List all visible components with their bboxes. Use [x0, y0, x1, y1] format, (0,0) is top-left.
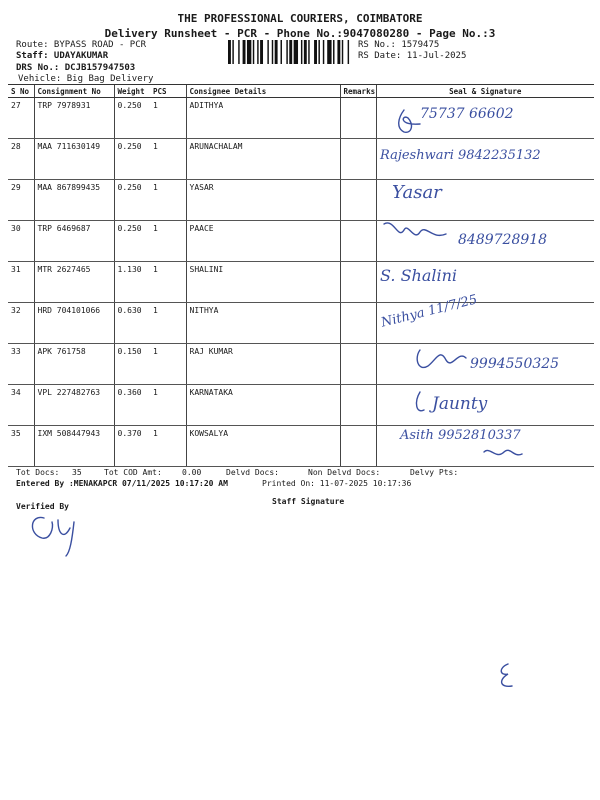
- delvd-docs-label: Delvd Docs:: [226, 468, 279, 477]
- staff-signature-label: Staff Signature: [272, 497, 345, 506]
- tot-docs-label: Tot Docs:: [16, 468, 60, 477]
- cell-consignment: MAA 867899435: [34, 180, 114, 221]
- col-sno: S No: [8, 85, 34, 98]
- col-remarks: Remarks: [340, 85, 376, 98]
- scribble-initial: [417, 392, 424, 411]
- cell-consignee: YASAR: [186, 180, 340, 221]
- handwritten-signature: Asith 9952810337: [400, 428, 521, 443]
- cell-sno: 28: [8, 139, 34, 180]
- cell-weight: 1.130: [114, 262, 150, 303]
- cell-pcs: 1: [150, 344, 186, 385]
- handwritten-signature: Rajeshwari 9842235132: [380, 148, 541, 163]
- scribble-mark: [501, 664, 512, 686]
- cell-pcs: 1: [150, 303, 186, 344]
- handwritten-signature: Nithya 11/7/25: [379, 292, 479, 331]
- cell-pcs: 1: [150, 221, 186, 262]
- verified-by-label: Verified By: [16, 502, 69, 511]
- handwritten-signature: Yasar: [392, 182, 442, 203]
- cell-sno: 33: [8, 344, 34, 385]
- cell-consignee: PAACE: [186, 221, 340, 262]
- cell-consignee: ADITHYA: [186, 98, 340, 139]
- scribble-initial: [417, 350, 466, 367]
- cell-consignment: APK 761758: [34, 344, 114, 385]
- cell-consignment: TRP 6469687: [34, 221, 114, 262]
- cell-pcs: 1: [150, 426, 186, 467]
- cell-consignee: SHALINI: [186, 262, 340, 303]
- printed-on: Printed On: 11-07-2025 10:17:36: [262, 479, 412, 488]
- col-consignee: Consignee Details: [186, 85, 340, 98]
- cell-consignment: MAA 711630149: [34, 139, 114, 180]
- handwritten-signature: 75737 66602: [420, 106, 514, 122]
- handwritten-signature: Jaunty: [432, 394, 488, 414]
- cell-sno: 29: [8, 180, 34, 221]
- col-consignment: Consignment No: [34, 85, 114, 98]
- cell-weight: 0.250: [114, 98, 150, 139]
- cell-weight: 0.370: [114, 426, 150, 467]
- cell-consignment: VPL 227482763: [34, 385, 114, 426]
- company-title: THE PROFESSIONAL COURIERS, COIMBATORE: [177, 12, 423, 25]
- scribble-initial: [399, 110, 420, 132]
- cell-sno: 30: [8, 221, 34, 262]
- cell-sno: 31: [8, 262, 34, 303]
- rs-date: RS Date: 11-Jul-2025: [358, 51, 467, 61]
- cell-weight: 0.250: [114, 139, 150, 180]
- entered-by: Entered By :MENAKAPCR 07/11/2025 10:17:20 AM: [16, 479, 228, 488]
- cell-weight: 0.150: [114, 344, 150, 385]
- scribble-verified: [32, 517, 74, 556]
- cell-pcs: 1: [150, 385, 186, 426]
- cell-sno: 32: [8, 303, 34, 344]
- rs-number: RS No.: 1579475: [358, 40, 440, 50]
- non-delvd-docs-label: Non Delvd Docs:: [308, 468, 381, 477]
- cell-pcs: 1: [150, 139, 186, 180]
- tot-cod-value: 0.00: [182, 468, 202, 477]
- handwritten-signature: 9994550325: [470, 356, 560, 372]
- col-weight: Weight: [114, 85, 150, 98]
- tot-cod-label: Tot COD Amt:: [104, 468, 162, 477]
- cell-weight: 0.250: [114, 180, 150, 221]
- vehicle-label: Vehicle: Big Bag Delivery: [18, 74, 154, 84]
- route-label: Route: BYPASS ROAD - PCR: [16, 40, 147, 50]
- scribble-initial: [484, 450, 522, 455]
- scribble-initial: [384, 223, 446, 235]
- cell-pcs: 1: [150, 98, 186, 139]
- cell-weight: 0.630: [114, 303, 150, 344]
- cell-weight: 0.250: [114, 221, 150, 262]
- handwritten-signature: 8489728918: [458, 232, 548, 248]
- tot-docs-value: 35: [72, 468, 82, 477]
- cell-sno: 35: [8, 426, 34, 467]
- cell-consignment: HRD 704101066: [34, 303, 114, 344]
- cell-sno: 27: [8, 98, 34, 139]
- cell-pcs: 1: [150, 262, 186, 303]
- cell-consignee: KOWSALYA: [186, 426, 340, 467]
- delvy-pts-label: Delvy Pts:: [410, 468, 459, 477]
- col-signature: Seal & Signature: [376, 85, 594, 98]
- cell-pcs: 1: [150, 180, 186, 221]
- cell-consignee: KARNATAKA: [186, 385, 340, 426]
- cell-sno: 34: [8, 385, 34, 426]
- cell-consignment: MTR 2627465: [34, 262, 114, 303]
- cell-consignment: IXM 508447943: [34, 426, 114, 467]
- cell-weight: 0.360: [114, 385, 150, 426]
- runsheet-subtitle: Delivery Runsheet - PCR - Phone No.:9047080280 - Page No.:3: [104, 27, 496, 40]
- cell-consignment: TRP 7978931: [34, 98, 114, 139]
- drs-number: DRS No.: DCJB157947503: [16, 63, 136, 73]
- staff-label: Staff: UDAYAKUMAR: [16, 51, 109, 61]
- cell-consignee: RAJ KUMAR: [186, 344, 340, 385]
- cell-consignee: NITHYA: [186, 303, 340, 344]
- col-pcs: PCS: [150, 85, 186, 98]
- cell-consignee: ARUNACHALAM: [186, 139, 340, 180]
- handwritten-signature: S. Shalini: [380, 266, 458, 285]
